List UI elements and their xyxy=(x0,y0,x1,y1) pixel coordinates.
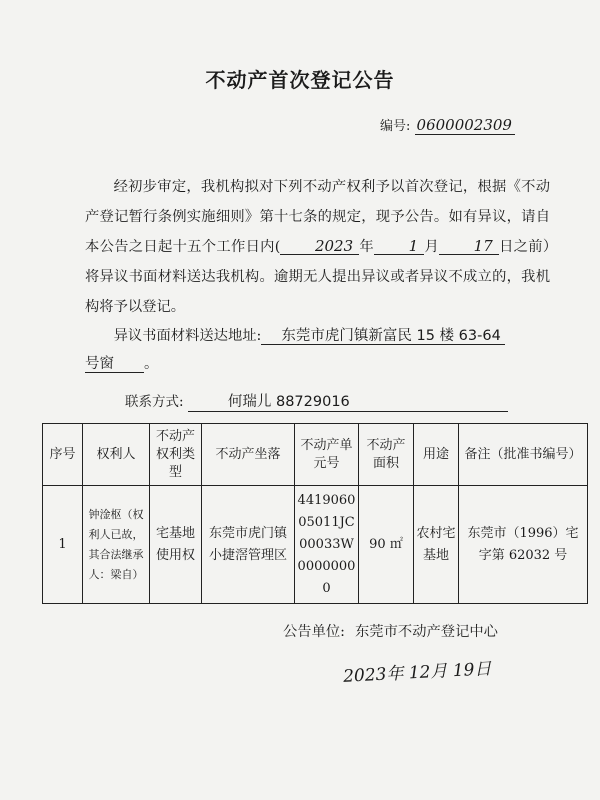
address-label: 异议书面材料送达地址: xyxy=(113,328,262,344)
notice-body xyxy=(85,172,550,322)
notice-body-text: 经初步审定，我机构拟对下列不动产权利予以首次登记，根据《不动产登记暂行条例实施细则》第十七条的规定，现予公告。如有异议，请自本公告之日起十五个工作日内( xyxy=(85,179,550,255)
contact-info xyxy=(125,390,508,412)
cell-use: 农村宅基地 xyxy=(414,486,459,604)
notice-body-text-2: 之前）将异议书面材料送达我机构。逾期无人提出异议或者异议不成立的，我机构将予以登记。 xyxy=(85,239,551,315)
objection-address xyxy=(85,322,555,378)
header-holder: 权利人 xyxy=(83,424,150,486)
publish-year: 2023 xyxy=(342,664,387,687)
header-location: 不动产坐落 xyxy=(202,424,295,486)
header-serial: 序号 xyxy=(43,424,83,486)
cell-right-type: 宅基地使用权 xyxy=(150,486,202,604)
contact-label: 联系方式: xyxy=(125,394,184,410)
address-end: 。 xyxy=(144,356,159,372)
header-area: 不动产面积 xyxy=(359,424,414,486)
document-number-label: 编号: xyxy=(380,119,411,134)
page-title: 不动产首次登记公告 xyxy=(205,68,395,92)
cell-remark: 东莞市（1996）宅字第 62032 号 xyxy=(459,486,588,604)
deadline-month-unit: 月 xyxy=(424,239,440,255)
publish-month-unit: 月 xyxy=(429,661,448,683)
deadline-day: 17 xyxy=(439,238,499,255)
contact-value: 何瑞儿 88729016 xyxy=(188,390,508,412)
document-number xyxy=(380,115,515,134)
header-unit-number: 不动产单元号 xyxy=(295,424,359,486)
publisher-value: 东莞市不动产登记中心 xyxy=(355,624,498,640)
deadline-month: 1 xyxy=(374,238,424,255)
cell-location: 东莞市虎门镇小捷滘管理区 xyxy=(202,486,295,604)
cell-unit-number: 441906005011JC00033W00000000 xyxy=(295,486,359,604)
header-remark: 备注（批准书编号） xyxy=(459,424,588,486)
publish-day: 19 xyxy=(452,660,475,682)
cell-serial: 1 xyxy=(43,486,83,604)
publish-month: 12 xyxy=(408,662,431,684)
header-use: 用途 xyxy=(414,424,459,486)
deadline-year-unit: 年 xyxy=(359,239,375,255)
cell-holder: 钟淦枢（权利人已故，其合法继承人：梁自） xyxy=(83,486,150,604)
publish-date xyxy=(342,654,491,687)
publish-day-unit: 日 xyxy=(473,659,492,680)
header-right-type: 不动产权利类型 xyxy=(150,424,202,486)
address-value-line1: 东莞市虎门镇新富民 15 楼 63-64 xyxy=(261,328,504,345)
address-value-line2: 号窗 xyxy=(85,356,144,373)
publisher-label: 公告单位: xyxy=(283,624,346,640)
publisher xyxy=(283,621,498,641)
document-number-value: 0600002309 xyxy=(415,116,515,135)
table-row xyxy=(43,486,588,604)
table-header-row xyxy=(43,424,588,486)
cell-area: 90 ㎡ xyxy=(359,486,414,604)
deadline-year: 2023 xyxy=(280,238,359,255)
deadline-day-unit: 日 xyxy=(498,239,514,255)
registration-table xyxy=(42,423,588,604)
publish-year-unit: 年 xyxy=(385,663,404,685)
